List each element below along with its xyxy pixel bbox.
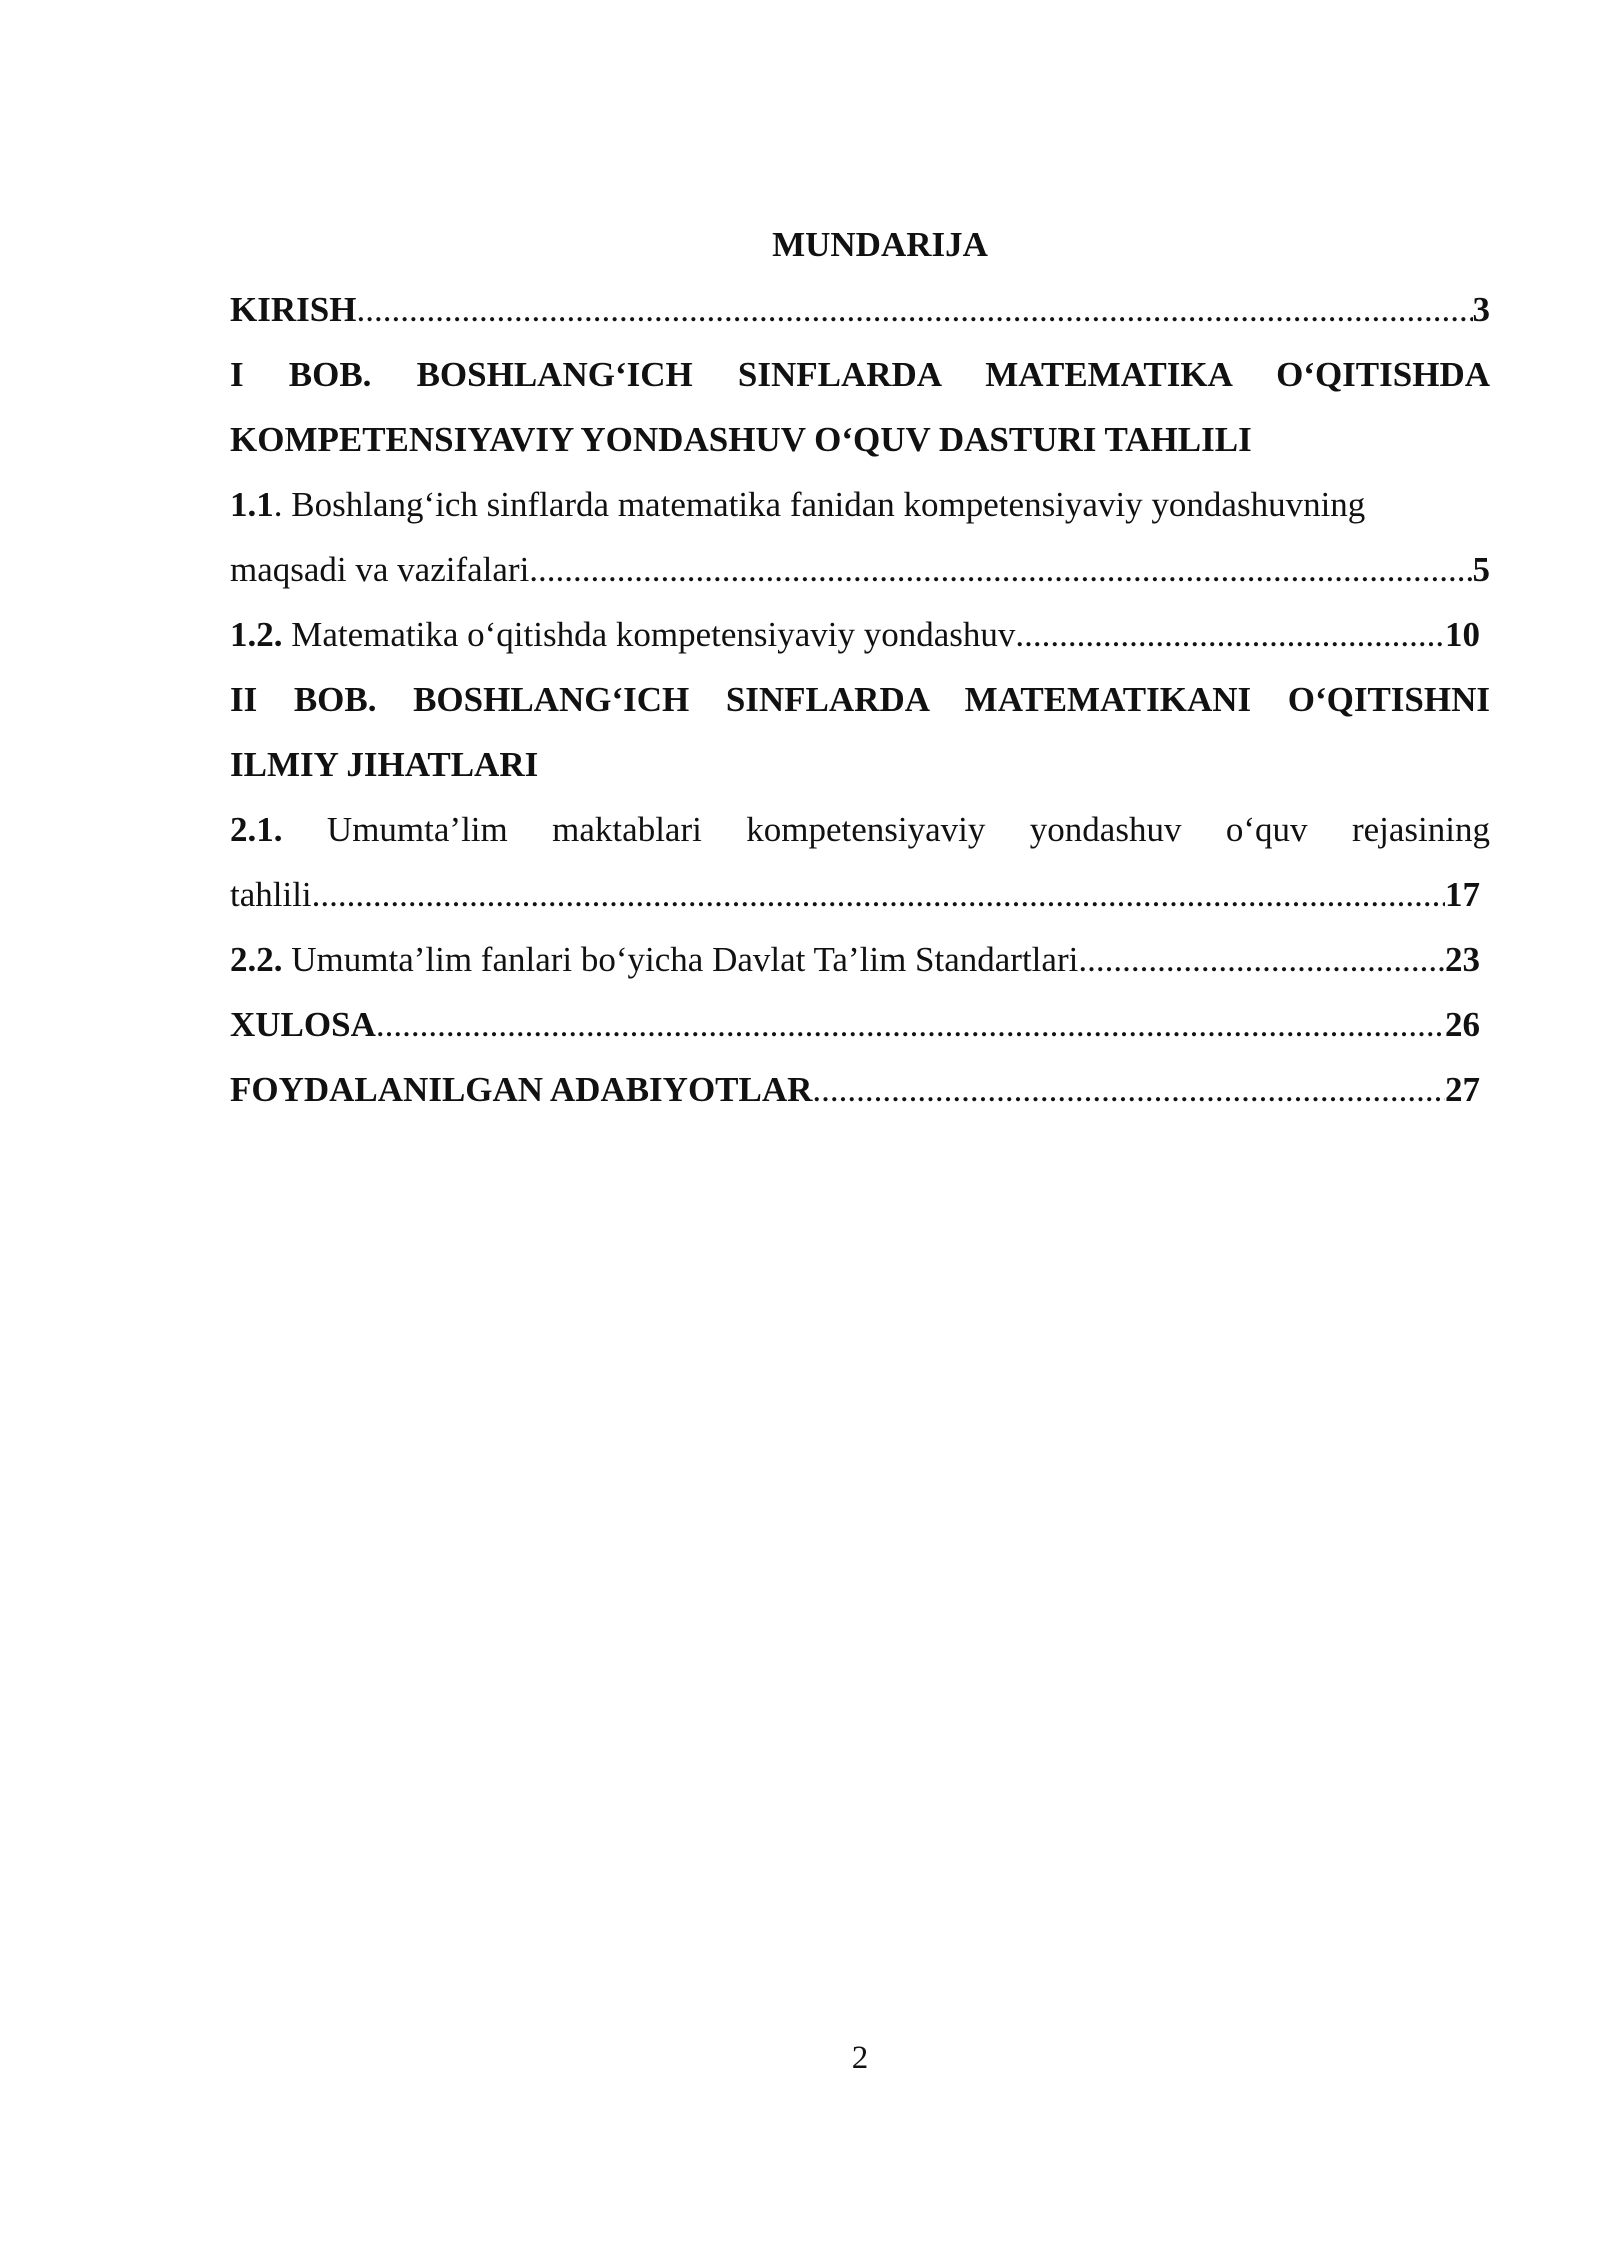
section-text: Umumta’lim fanlari bo‘yicha Davlat Ta’lim Standartlari bbox=[282, 940, 1079, 979]
toc-entry-2-1-line-1 bbox=[230, 797, 1490, 862]
section-text: Umumta’lim maktablari kompetensiyaviy yondashuv o‘quv rejasining bbox=[282, 810, 1490, 849]
toc-page-number: 5 bbox=[1472, 550, 1490, 589]
toc-entry-1-1-line-1 bbox=[230, 472, 1490, 537]
chapter-1-heading-line-2: KOMPETENSIYAVIY YONDASHUV O‘QUV DASTURI TAHLILI bbox=[230, 420, 1252, 459]
toc-entry-2-1-line-2 bbox=[230, 862, 1480, 927]
dot-leader bbox=[1015, 602, 1445, 667]
section-text: Matematika o‘qitishda kompetensiyaviy yondashuv bbox=[282, 615, 1016, 654]
dot-leader bbox=[1078, 927, 1445, 992]
section-number: 1.2. bbox=[230, 615, 283, 654]
toc-entry-2-2 bbox=[230, 927, 1480, 992]
page-title: MUNDARIJA bbox=[772, 225, 988, 264]
toc-entry-adabiyotlar bbox=[230, 1057, 1480, 1122]
toc-page-number: 27 bbox=[1445, 1070, 1480, 1109]
toc-page-number: 26 bbox=[1445, 1005, 1480, 1044]
section-text: tahlili bbox=[230, 875, 312, 914]
section-number: 2.2. bbox=[230, 940, 283, 979]
toc-page-number: 3 bbox=[1472, 290, 1490, 329]
toc-entry-label: XULOSA bbox=[230, 1005, 376, 1044]
toc-page-number: 17 bbox=[1445, 875, 1480, 914]
section-text: maqsadi va vazifalari bbox=[230, 550, 530, 589]
toc-entry-1-1-line-2 bbox=[230, 537, 1490, 602]
section-line bbox=[230, 602, 1015, 667]
section-line bbox=[230, 927, 1078, 992]
chapter-1-heading-line-1: I BOB. BOSHLANG‘ICH SINFLARDA MATEMATIKA O‘QITISHDA bbox=[230, 355, 1490, 394]
toc-entry-kirish bbox=[230, 277, 1490, 342]
section-text: . Boshlang‘ich sinflarda matematika fanidan kompetensiyaviy yondashuvning bbox=[273, 485, 1366, 524]
toc-entry-1-2 bbox=[230, 602, 1480, 667]
section-number: 2.1. bbox=[230, 810, 283, 849]
chapter-2-heading-line-2: ILMIY JIHATLARI bbox=[230, 745, 539, 784]
toc-page-number: 10 bbox=[1445, 615, 1480, 654]
toc-entry-xulosa bbox=[230, 992, 1480, 1057]
toc-entry-label: FOYDALANILGAN ADABIYOTLAR bbox=[230, 1070, 813, 1109]
toc-entry-label: KIRISH bbox=[230, 290, 357, 329]
dot-leader bbox=[356, 277, 1472, 342]
dot-leader bbox=[312, 862, 1445, 927]
section-number: 1.1 bbox=[230, 485, 274, 524]
table-of-contents bbox=[230, 212, 1490, 1122]
dot-leader bbox=[376, 992, 1445, 1057]
dot-leader bbox=[529, 537, 1472, 602]
toc-page-number: 23 bbox=[1445, 940, 1480, 979]
dot-leader bbox=[812, 1057, 1445, 1122]
chapter-2-heading-line-1: II BOB. BOSHLANG‘ICH SINFLARDA MATEMATIKANI O‘QITISHNI bbox=[230, 680, 1490, 719]
page-number: 2 bbox=[851, 2040, 869, 2076]
